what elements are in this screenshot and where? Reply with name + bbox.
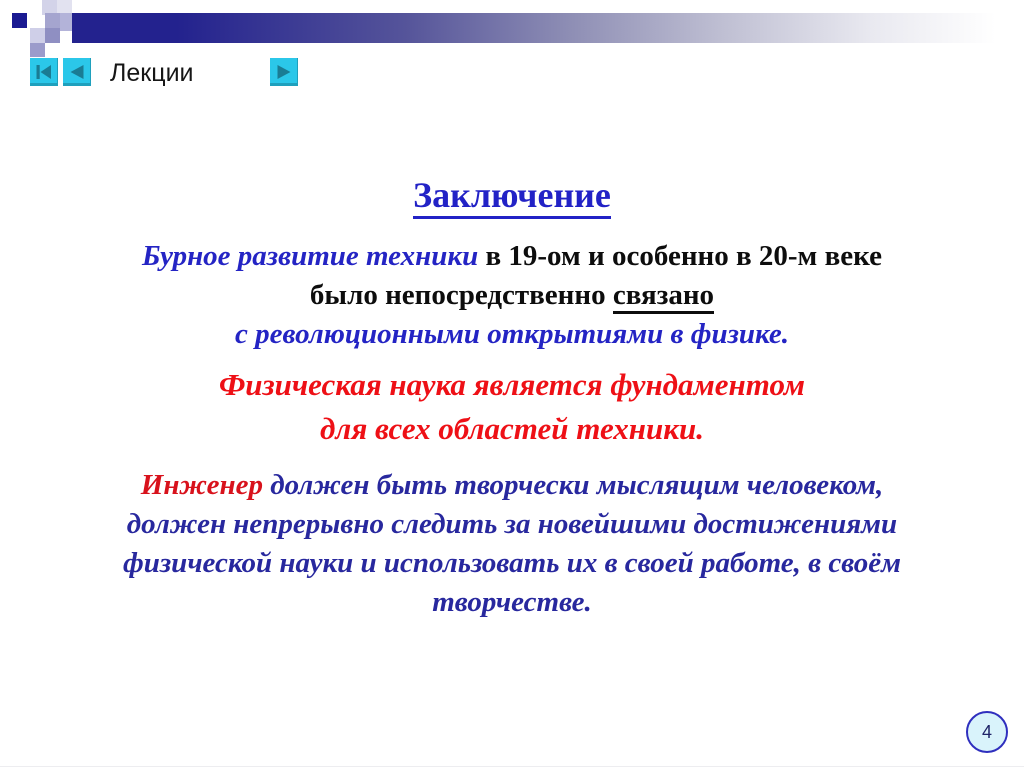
nav-label: Лекции [110,59,194,87]
nav-prev-button[interactable] [63,58,91,86]
paragraph-physics-foundation [0,363,1024,451]
text-segment-black: было непосредственно [309,279,613,311]
prev-arrow-icon [67,62,87,82]
paragraph-line [0,276,1024,315]
decor-square [45,28,60,43]
decor-square [30,28,45,43]
text-segment-blue: Бурное развитие техники [142,240,479,272]
paragraph-line: должен непрерывно следить за новейшими достижениями [126,508,898,540]
decor-square [45,13,60,28]
slide-title: Заключение [413,175,611,219]
paragraph-line [0,315,1024,354]
paragraph-engineer [0,466,1024,622]
page-number: 4 [981,721,992,742]
nav-next-button[interactable] [270,58,298,86]
text-segment-red: Инженер [140,469,263,501]
paragraph-line [0,237,1024,276]
text-segment-black: в 19-ом и особенно в 20-м веке [478,240,882,272]
paragraph-line: творчестве. [432,586,592,618]
skip-to-first-icon [34,62,54,82]
decor-square [12,13,27,28]
paragraph-line [0,466,1024,505]
paragraph-development-of-technology [0,237,1024,354]
text-segment-underlined: связано [613,279,714,314]
header-gradient-bar [72,13,1024,43]
paragraph-line: физической науки и использовать их в своей работе, в своём [122,547,902,579]
nav-first-button[interactable] [30,58,58,86]
decor-square [30,43,45,57]
text-segment-navy: должен быть творчески мыслящим человеком, [263,469,884,501]
page-number-badge [966,711,1008,753]
paragraph-line: Физическая наука является фундаментом [218,367,806,402]
text-segment-blue: с революционными открытиями в физике. [235,318,789,350]
paragraph-line: для всех областей техники. [320,411,704,446]
next-arrow-icon [274,62,294,82]
